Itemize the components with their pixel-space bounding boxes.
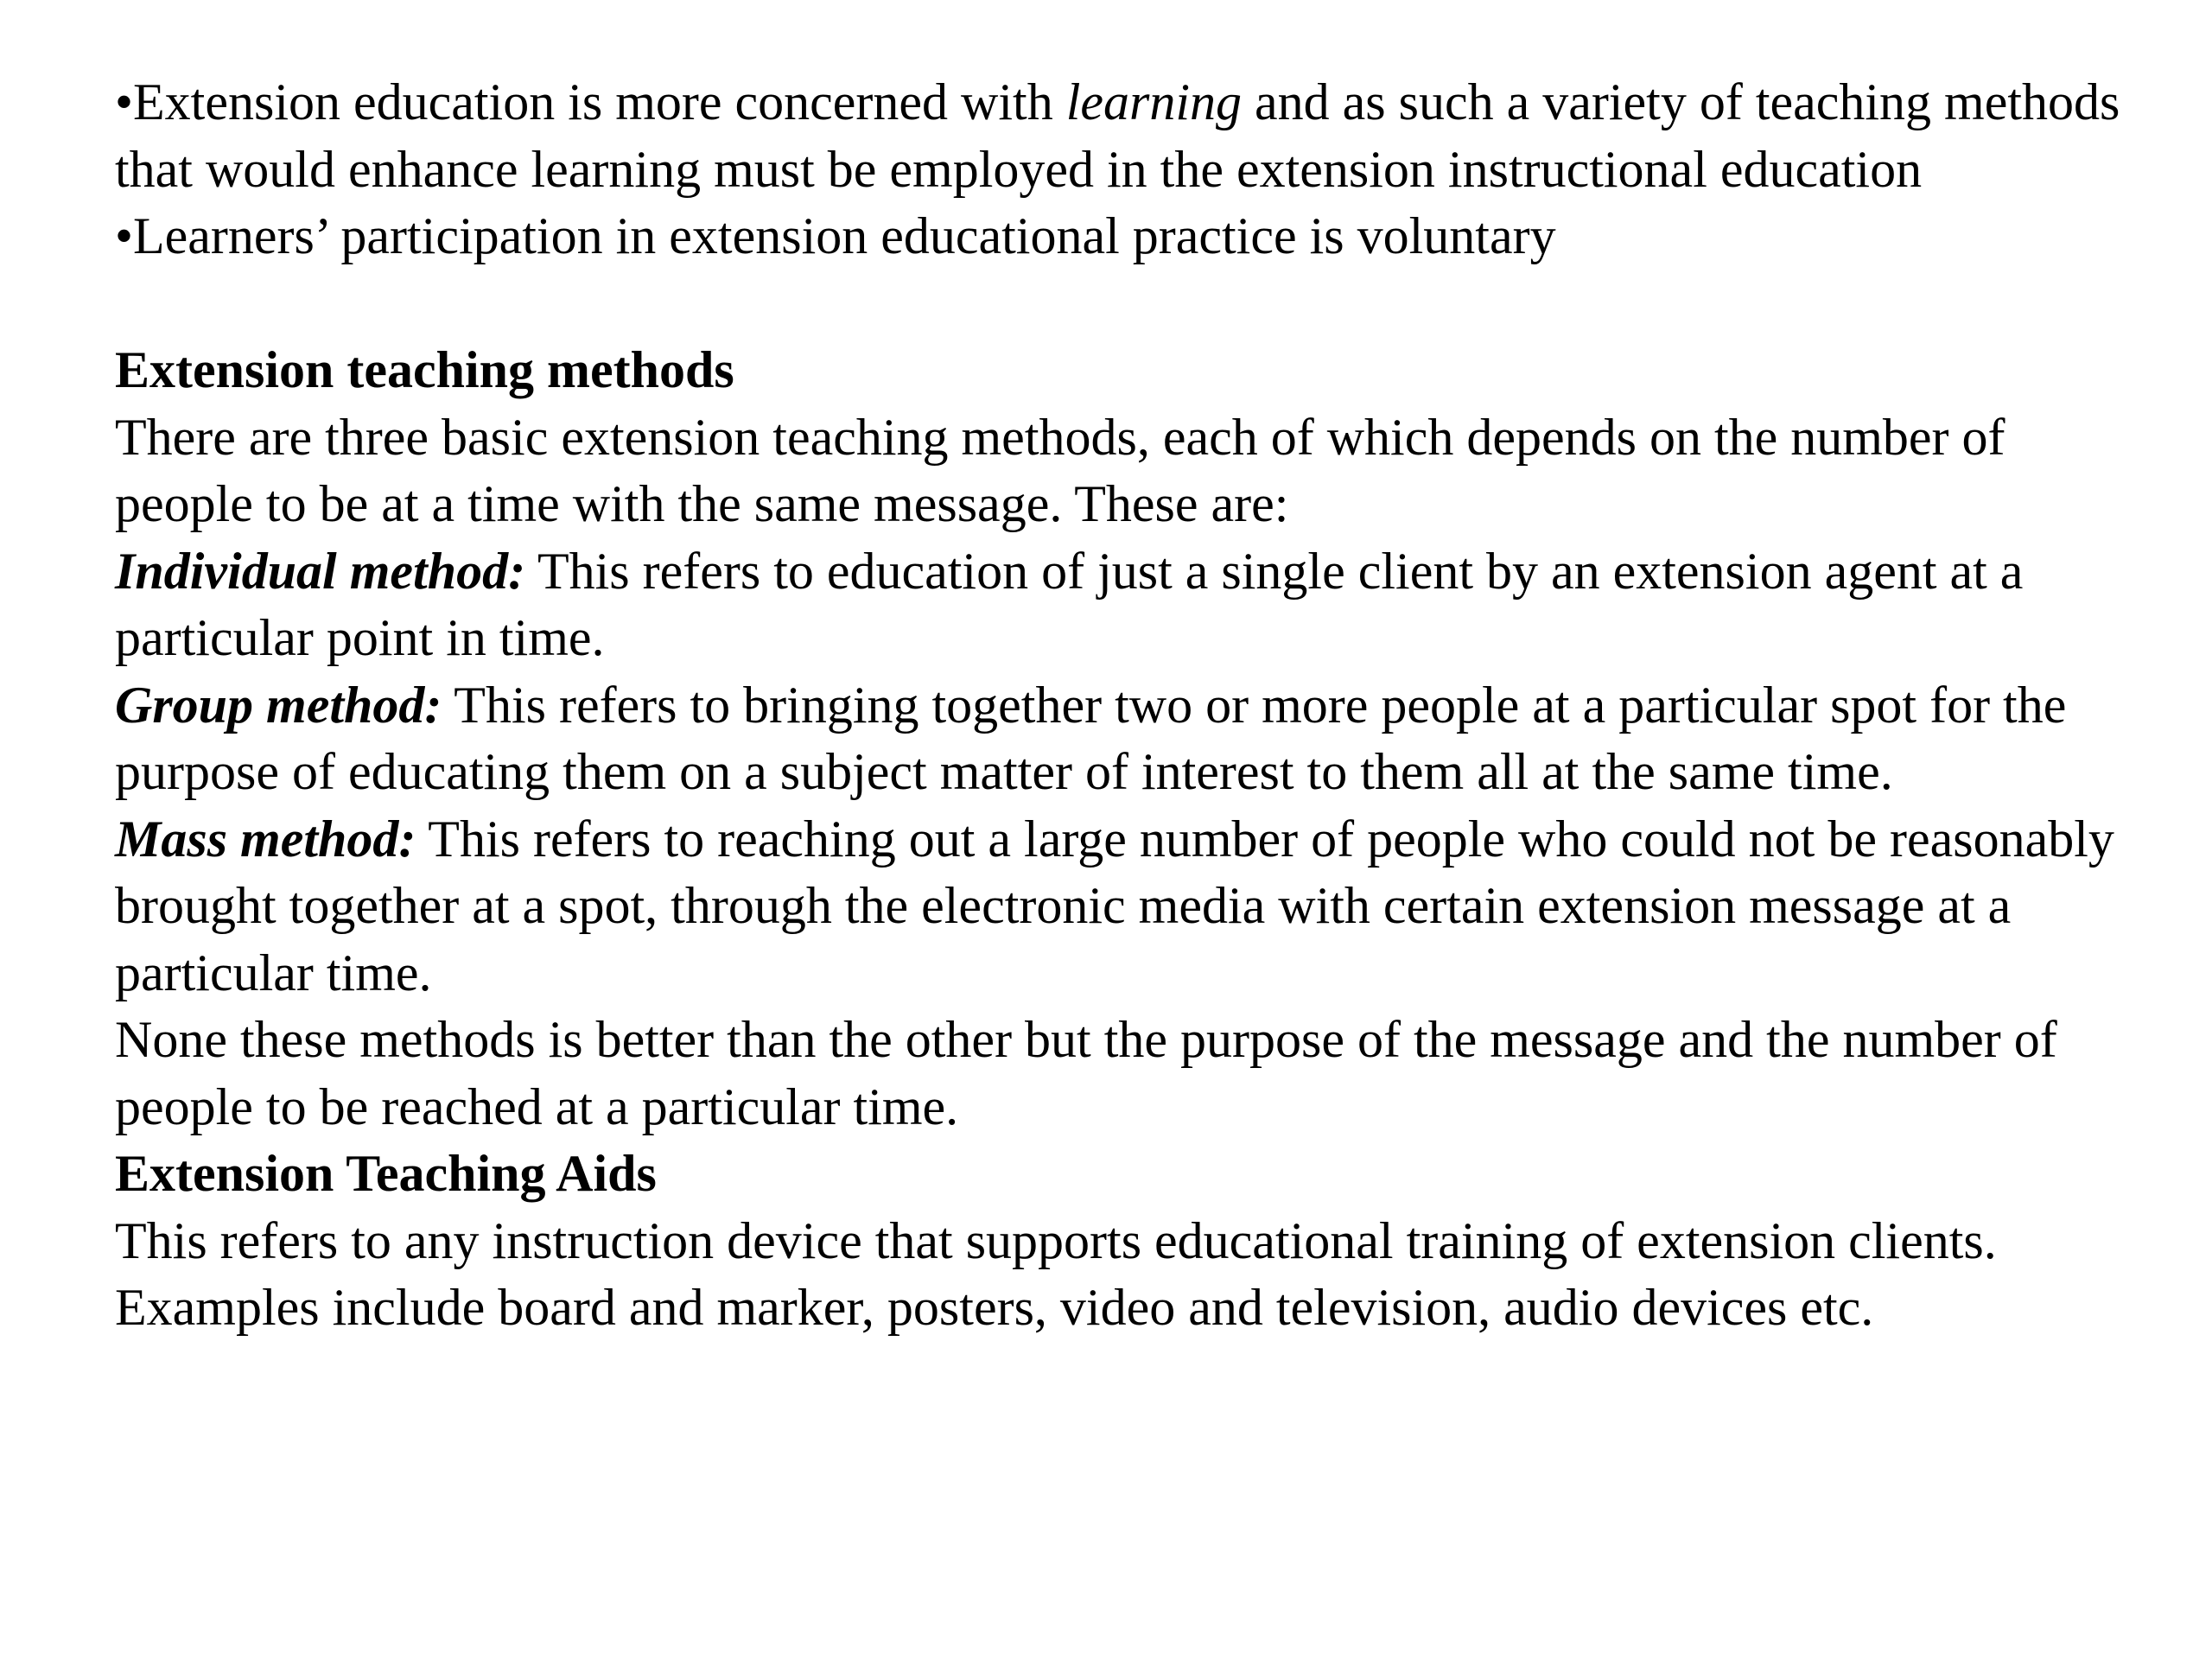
bullet-marker: • [115, 73, 134, 130]
method-lead: Group method: [115, 676, 442, 734]
method-text: This refers to bringing together two or more people at a particular spot for the purpose of educating them on a subject matter of interest to them all at the same time. [115, 676, 2067, 800]
bullet-emphasis: learning [1065, 73, 1243, 130]
methods-intro: There are three basic extension teaching methods, each of which depends on the number of people to be at a time with the same message. These are: [115, 408, 2005, 532]
bullet-text: Learners’ participation in extension educational practice is voluntary [133, 207, 1556, 264]
method-text: This refers to education of just a single client by an extension agent at a particular point in time. [115, 542, 2024, 666]
methods-conclusion: None these methods is better than the other but the purpose of the message and the number of people to be reached at a particular time. [115, 1011, 2057, 1135]
bullet-marker: • [115, 207, 134, 264]
section-heading-aids: Extension Teaching Aids [115, 1145, 657, 1202]
method-lead: Individual method: [115, 542, 526, 600]
section-heading-methods: Extension teaching methods [115, 341, 734, 398]
blank-line [115, 270, 2137, 338]
document-page [115, 69, 2137, 1342]
bullet-text-end: and as such a variety of teaching methods that would enhance learning must be employed in the extension instructional education [115, 73, 2120, 198]
bullet-item [115, 203, 2137, 270]
bullet-text-start: Extension education is more concerned with [133, 73, 1066, 130]
aids-description: This refers to any instruction device that supports educational training of extension clients. Examples include board and marker, posters, video and television, audio devices etc. [115, 1211, 1997, 1336]
bullet-item [115, 69, 2137, 203]
method-text: This refers to reaching out a large number of people who could not be reasonably brought together at a spot, through the electronic media with certain extension message at a particular time. [115, 810, 2114, 1001]
method-lead: Mass method: [115, 810, 416, 868]
method-item-individual [115, 538, 2137, 672]
method-item-group [115, 672, 2137, 806]
method-item-mass [115, 806, 2137, 1007]
